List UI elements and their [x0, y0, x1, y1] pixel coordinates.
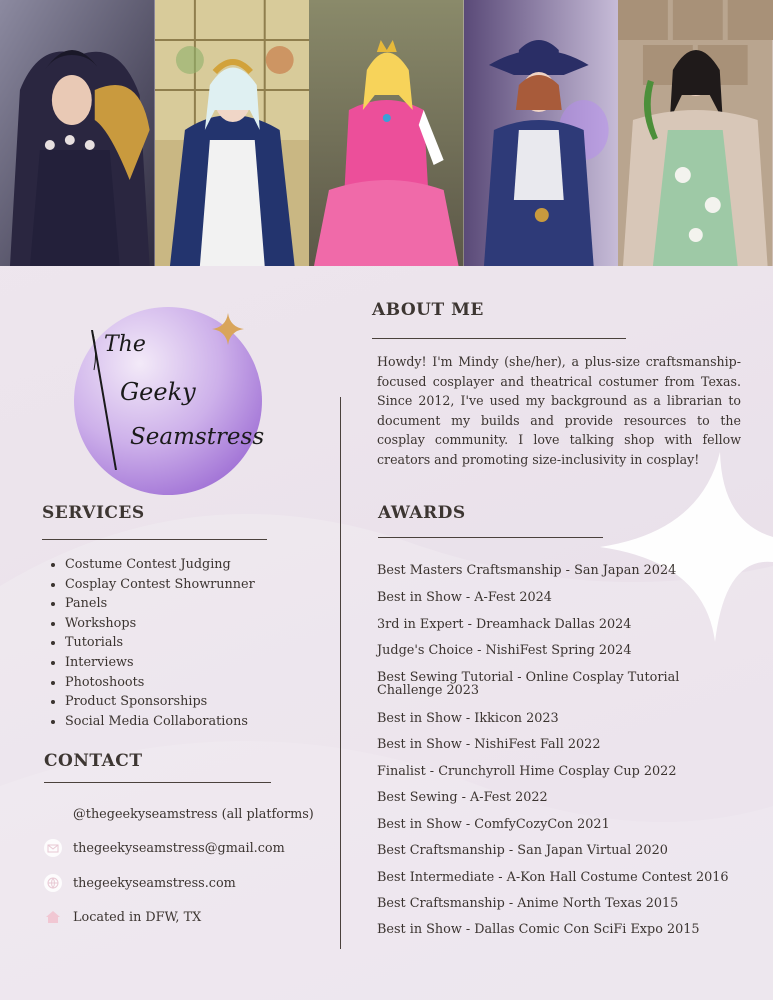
cosplay-photo-witch-icon	[464, 0, 619, 266]
list-item: • Interviews	[65, 653, 255, 673]
website-link[interactable]: thegeekyseamstress.com	[73, 875, 236, 891]
logo-text-seamstress: Seamstress	[130, 424, 265, 450]
list-item: 3rd in Expert - Dreamhack Dallas 2024	[377, 617, 632, 632]
large-sparkle-icon	[600, 452, 773, 642]
cosplay-photo-4	[464, 0, 619, 266]
services-list	[48, 555, 255, 731]
list-item: • Panels	[65, 594, 255, 614]
list-item: • Photoshoots	[65, 673, 255, 693]
sparkle-icon	[212, 313, 244, 345]
cosplay-photo-2	[155, 0, 310, 266]
cosplay-photo-princess-icon	[309, 0, 464, 266]
contact-divider	[44, 782, 271, 783]
location-text: Located in DFW, TX	[73, 909, 202, 925]
awards-heading: AWARDS	[378, 503, 466, 523]
contact-website	[44, 874, 236, 892]
list-item: • Tutorials	[65, 633, 255, 653]
social-handle[interactable]: @thegeekyseamstress (all platforms)	[73, 806, 314, 822]
cosplay-photo-gardener-icon	[618, 0, 773, 266]
envelope-icon	[44, 839, 62, 857]
contact-heading: CONTACT	[44, 751, 143, 771]
home-icon	[44, 908, 62, 926]
list-item: Finalist - Crunchyroll Hime Cosplay Cup 2022	[377, 764, 677, 779]
list-item: Best in Show - Dallas Comic Con SciFi Expo 2015	[377, 922, 700, 937]
list-item: • Social Media Collaborations	[65, 712, 255, 732]
cosplay-photo-3	[309, 0, 464, 266]
list-item: Best in Show - NishiFest Fall 2022	[377, 737, 601, 752]
list-item: • Costume Contest Judging	[65, 555, 255, 575]
about-text: Howdy! I'm Mindy (she/her), a plus-size craftsmanship-focused cosplayer and theatrical costumer from Texas. Since 2012, I've used my background as a librarian to document my builds and provide resources to the cosplay community. I love talking shop with fellow creators and promoting size-inclusivity in cosplay!	[377, 354, 741, 467]
cosplay-photo-queen-icon	[155, 0, 310, 266]
list-item: Best Craftsmanship - Anime North Texas 2015	[377, 896, 679, 911]
contact-social	[44, 805, 314, 823]
email-link[interactable]: thegeekyseamstress@gmail.com	[73, 840, 285, 856]
list-item: Best in Show - Ikkicon 2023	[377, 711, 559, 726]
list-item: Best in Show - ComfyCozyCon 2021	[377, 817, 610, 832]
list-item: • Cosplay Contest Showrunner	[65, 575, 255, 595]
services-divider	[42, 539, 267, 540]
list-item: Best Intermediate - A-Kon Hall Costume Contest 2016	[377, 870, 729, 885]
cosplay-photo-5	[618, 0, 773, 266]
cosplay-photo-villain-icon	[0, 0, 155, 266]
list-item: Judge's Choice - NishiFest Spring 2024	[377, 643, 632, 658]
cosplay-photo-1	[0, 0, 155, 266]
contact-email	[44, 839, 285, 857]
contact-location	[44, 908, 201, 926]
about-divider	[372, 338, 626, 339]
photo-strip	[0, 0, 773, 266]
at-sign-icon	[44, 805, 62, 823]
list-item: Best Craftsmanship - San Japan Virtual 2020	[377, 843, 668, 858]
list-item: Best Masters Craftsmanship - San Japan 2024	[377, 563, 677, 578]
list-item: • Product Sponsorships	[65, 692, 255, 712]
list-item: • Workshops	[65, 614, 255, 634]
awards-divider	[378, 537, 603, 538]
logo-text-geeky: Geeky	[120, 378, 196, 406]
list-item: Best Sewing Tutorial - Online Cosplay Tutorial Challenge 2023	[377, 670, 680, 698]
list-item: Best Sewing - A-Fest 2022	[377, 790, 548, 805]
globe-icon	[44, 874, 62, 892]
services-heading: SERVICES	[42, 503, 145, 523]
list-item: Best in Show - A-Fest 2024	[377, 590, 552, 605]
column-divider	[340, 397, 341, 949]
logo-text-the: The	[104, 332, 146, 357]
about-heading: ABOUT ME	[372, 300, 484, 320]
